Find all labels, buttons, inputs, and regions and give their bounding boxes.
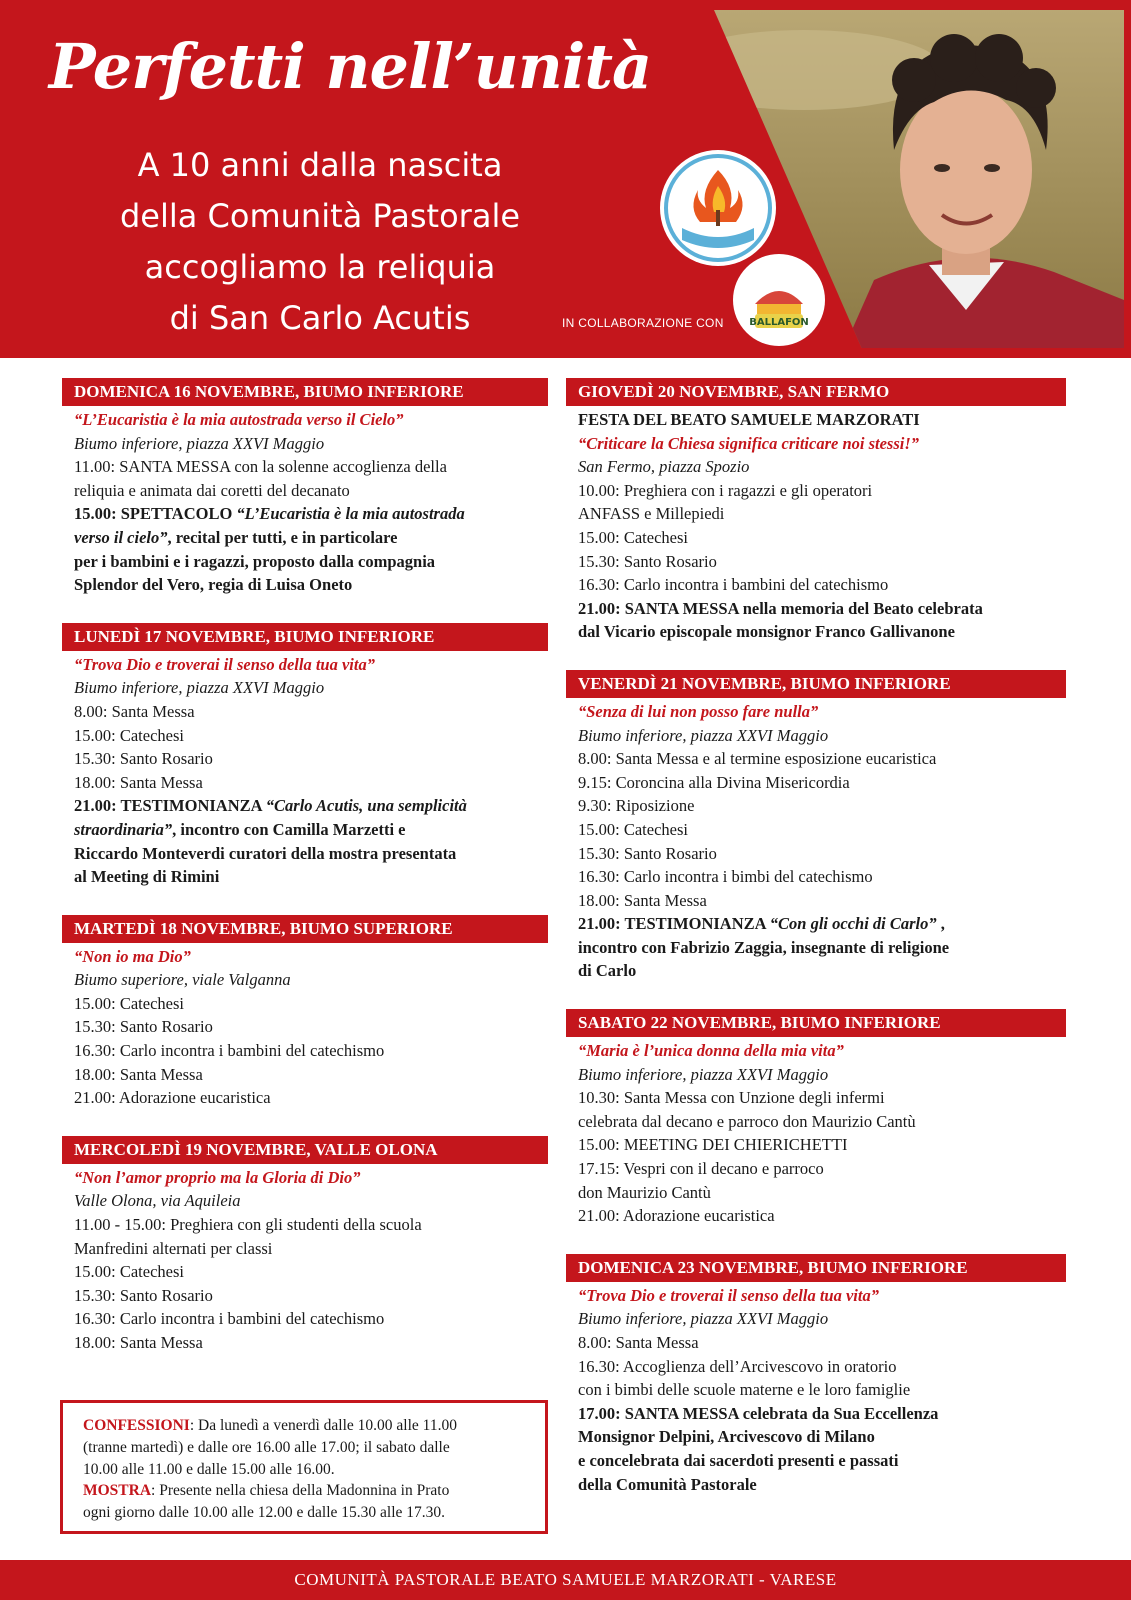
mostra-text: : Presente nella chiesa della Madonnina in Prato <box>151 1482 450 1500</box>
schedule-line: 15.00: Catechesi <box>74 993 184 1013</box>
schedule-line: 15.00: Catechesi <box>74 725 184 745</box>
day-body <box>566 700 1066 983</box>
confessioni-label: CONFESSIONI <box>83 1417 190 1434</box>
schedule-line <box>74 526 548 550</box>
event-title: straordinaria” <box>74 819 173 839</box>
subtitle-line: A 10 anni dalla nascita <box>137 146 503 184</box>
schedule-line: 16.30: Carlo incontra i bambini del catechismo <box>74 1309 385 1329</box>
schedule-line: 10.30: Santa Messa con Unzione degli infermi <box>578 1088 885 1108</box>
poster-header <box>0 0 1131 358</box>
schedule-line <box>74 818 548 842</box>
footer-bar <box>0 1560 1131 1600</box>
schedule-line: 15.30: Santo Rosario <box>74 1285 213 1305</box>
day-section-friday-21 <box>566 670 1066 983</box>
day-header: LUNEDÌ 17 NOVEMBRE, BIUMO INFERIORE <box>62 623 548 651</box>
main-title: Perfetti nell’unità <box>48 30 652 103</box>
event-time-label: 21.00: TESTIMONIANZA <box>578 914 770 934</box>
day-quote: “L’Eucaristia è la mia autostrada verso il Cielo” <box>74 410 404 429</box>
schedule-line: 9.15: Coroncina alla Divina Misericordia <box>578 772 850 792</box>
day-body <box>62 945 548 1110</box>
schedule-left-column <box>62 378 548 1381</box>
day-place: Biumo inferiore, piazza XXVI Maggio <box>74 678 325 698</box>
schedule-line: di Carlo <box>578 961 637 981</box>
day-place: Biumo inferiore, piazza XXVI Maggio <box>578 1309 829 1329</box>
schedule-line: 11.00: SANTA MESSA con la solenne accoglienza della <box>74 457 447 477</box>
day-quote: “Criticare la Chiesa significa criticare noi stessi!” <box>578 433 920 453</box>
day-header: SABATO 22 NOVEMBRE, BIUMO INFERIORE <box>566 1009 1066 1037</box>
day-quote: “Senza di lui non posso fare nulla” <box>578 701 819 721</box>
event-title: “Carlo Acutis, una semplicità <box>265 796 467 816</box>
community-logo <box>660 150 776 266</box>
day-quote: “Non l’amor proprio ma la Gloria di Dio” <box>74 1167 361 1187</box>
day-section-monday-17 <box>62 623 548 889</box>
schedule-line <box>74 502 548 526</box>
subtitle-line: della Comunità Pastorale <box>119 197 521 235</box>
subtitle <box>60 140 580 344</box>
day-section-wednesday-19 <box>62 1136 548 1355</box>
schedule-line <box>578 912 1066 936</box>
day-section-sunday-16 <box>62 378 548 597</box>
schedule-line: 15.30: Santo Rosario <box>74 749 213 769</box>
schedule-line: 17.15: Vespri con il decano e parroco <box>578 1159 824 1179</box>
day-body <box>566 1284 1066 1496</box>
day-place: San Fermo, piazza Spozio <box>578 457 750 477</box>
event-title: verso il cielo” <box>74 527 168 547</box>
day-body <box>566 408 1066 644</box>
mostra-line: ogni giorno dalle 10.00 alle 12.00 e dalle 15.30 alle 17.30. <box>83 1504 446 1522</box>
schedule-line: al Meeting di Rimini <box>74 867 220 887</box>
schedule-line: 15.30: Santo Rosario <box>578 551 717 571</box>
schedule-line: e concelebrata dai sacerdoti presenti e passati <box>578 1450 899 1470</box>
schedule-line: 18.00: Santa Messa <box>578 890 707 910</box>
day-place: Biumo inferiore, piazza XXVI Maggio <box>578 725 829 745</box>
ballafon-logo <box>733 254 825 346</box>
schedule-line: ANFASS e Millepiedi <box>578 504 725 524</box>
day-place: Valle Olona, via Aquileia <box>74 1191 241 1211</box>
day-quote: “Trova Dio e troverai il senso della tua vita” <box>578 1285 879 1305</box>
confessioni-text: : Da lunedì a venerdì dalle 10.00 alle 11.00 <box>189 1417 457 1434</box>
schedule-line: 16.30: Carlo incontra i bambini del catechismo <box>74 1041 385 1061</box>
schedule-line: della Comunità Pastorale <box>578 1474 757 1494</box>
schedule-line: 21.00: Adorazione eucaristica <box>578 1206 775 1226</box>
event-punctuation: , <box>936 914 945 934</box>
schedule-line: 15.30: Santo Rosario <box>578 843 717 863</box>
event-description: , incontro con Camilla Marzetti e <box>172 819 406 839</box>
day-header: MERCOLEDÌ 19 NOVEMBRE, VALLE OLONA <box>62 1136 548 1164</box>
day-header: MARTEDÌ 18 NOVEMBRE, BIUMO SUPERIORE <box>62 915 548 943</box>
ballafon-logo-text: BALLAFON <box>749 317 809 328</box>
day-header: VENERDÌ 21 NOVEMBRE, BIUMO INFERIORE <box>566 670 1066 698</box>
collaboration-label: IN COLLABORAZIONE CON <box>562 316 724 330</box>
schedule-line: Riccardo Monteverdi curatori della mostra presentata <box>74 843 457 863</box>
day-place: Biumo inferiore, piazza XXVI Maggio <box>74 433 325 453</box>
subtitle-line: accogliamo la reliquia <box>144 248 496 286</box>
day-place: Biumo superiore, viale Valganna <box>74 970 291 990</box>
schedule-line: celebrata dal decano e parroco don Maurizio Cantù <box>578 1111 916 1131</box>
mostra-line <box>83 1480 527 1502</box>
schedule-line: don Maurizio Cantù <box>578 1182 711 1202</box>
schedule-line: 8.00: Santa Messa <box>74 701 195 721</box>
schedule-line: 15.00: Catechesi <box>74 1262 184 1282</box>
day-quote: “Maria è l’unica donna della mia vita” <box>578 1041 844 1061</box>
schedule-line: 17.00: SANTA MESSA celebrata da Sua Eccellenza <box>578 1403 939 1423</box>
day-header: DOMENICA 23 NOVEMBRE, BIUMO INFERIORE <box>566 1254 1066 1282</box>
day-body <box>62 653 548 889</box>
schedule-line: incontro con Fabrizio Zaggia, insegnante di religione <box>578 937 950 957</box>
day-header: DOMENICA 16 NOVEMBRE, BIUMO INFERIORE <box>62 378 548 406</box>
day-body <box>62 1166 548 1355</box>
schedule-line: con i bimbi delle scuole materne e le loro famiglie <box>578 1380 911 1400</box>
event-title: “Con gli occhi di Carlo” <box>769 914 937 934</box>
day-place: Biumo inferiore, piazza XXVI Maggio <box>578 1064 829 1084</box>
event-time-label: 21.00: TESTIMONIANZA <box>74 796 266 816</box>
schedule-line: 9.30: Riposizione <box>578 796 695 816</box>
schedule-line: Splendor del Vero, regia di Luisa Oneto <box>74 575 353 595</box>
feast-title: FESTA DEL BEATO SAMUELE MARZORATI <box>578 410 920 429</box>
schedule-line: 8.00: Santa Messa <box>578 1333 699 1352</box>
schedule-line: 21.00: SANTA MESSA nella memoria del Beato celebrata <box>578 598 983 618</box>
event-description: , recital per tutti, e in particolare <box>167 527 398 547</box>
schedule-line: 16.30: Carlo incontra i bimbi del catechismo <box>578 867 873 887</box>
schedule-line: 10.00: Preghiera con i ragazzi e gli operatori <box>578 480 873 500</box>
schedule-line: 11.00 - 15.00: Preghiera con gli studenti della scuola <box>74 1215 422 1235</box>
day-section-tuesday-18 <box>62 915 548 1110</box>
schedule-line: 15.30: Santo Rosario <box>74 1017 213 1037</box>
schedule-line: dal Vicario episcopale monsignor Franco Gallivanone <box>578 622 955 642</box>
schedule-line: 21.00: Adorazione eucaristica <box>74 1088 271 1108</box>
event-title: “L’Eucaristia è la mia autostrada <box>236 504 465 524</box>
day-section-saturday-22 <box>566 1009 1066 1228</box>
footer-text: COMUNITÀ PASTORALE BEATO SAMUELE MARZORATI - VARESE <box>294 1570 837 1589</box>
schedule-line: 18.00: Santa Messa <box>74 1064 203 1084</box>
mostra-label: MOSTRA <box>83 1482 152 1500</box>
day-body <box>566 1039 1066 1228</box>
schedule-line: 15.00: MEETING DEI CHIERICHETTI <box>578 1135 848 1155</box>
schedule-line: 16.30: Carlo incontra i bambini del catechismo <box>578 575 889 595</box>
day-quote: “Non io ma Dio” <box>74 946 191 966</box>
schedule-line: Manfredini alternati per classi <box>74 1238 273 1258</box>
confessioni-line <box>83 1415 527 1437</box>
schedule-line: 16.30: Accoglienza dell’Arcivescovo in oratorio <box>578 1356 897 1376</box>
subtitle-line: di San Carlo Acutis <box>169 299 471 337</box>
day-section-sunday-23 <box>566 1254 1066 1496</box>
schedule-line: reliquia e animata dai coretti del decanato <box>74 480 350 500</box>
confessioni-line: 10.00 alle 11.00 e dalle 15.00 alle 16.00. <box>83 1460 335 1478</box>
event-time-label: 15.00: SPETTACOLO <box>74 504 237 524</box>
day-header: GIOVEDÌ 20 NOVEMBRE, SAN FERMO <box>566 378 1066 406</box>
day-quote: “Trova Dio e troverai il senso della tua vita” <box>74 654 375 674</box>
schedule-line <box>74 794 548 818</box>
schedule-line: 15.00: Catechesi <box>578 527 688 547</box>
schedule-line: 18.00: Santa Messa <box>74 1333 203 1352</box>
info-box <box>60 1400 548 1534</box>
day-body <box>62 408 548 597</box>
schedule-line: 18.00: Santa Messa <box>74 772 203 792</box>
day-section-thursday-20 <box>566 378 1066 644</box>
schedule-line: 15.00: Catechesi <box>578 819 688 839</box>
schedule-line: 8.00: Santa Messa e al termine esposizione eucaristica <box>578 749 937 769</box>
schedule-line: per i bambini e i ragazzi, proposto dalla compagnia <box>74 551 436 571</box>
confessioni-line: (tranne martedì) e dalle ore 16.00 alle 17.00; il sabato dalle <box>83 1438 450 1456</box>
schedule-right-column <box>566 378 1066 1522</box>
schedule-line: Monsignor Delpini, Arcivescovo di Milano <box>578 1427 875 1447</box>
